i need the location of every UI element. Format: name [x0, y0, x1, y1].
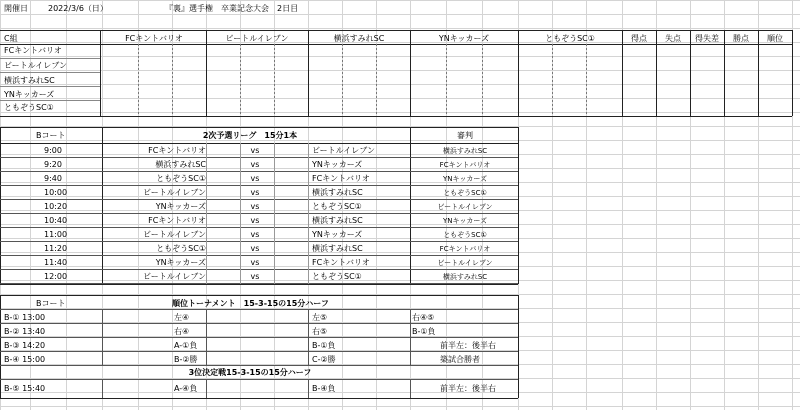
match-referee: ビートルイレブン — [437, 259, 493, 267]
match-away-team: ともぞうSC① — [312, 272, 362, 281]
match-time: 9:20 — [44, 160, 62, 169]
group-label: C組 — [4, 34, 18, 43]
third-place-slot: B-⑤ — [4, 384, 20, 393]
third-place-away: B-④負 — [312, 384, 336, 393]
bracket-time: 14:20 — [22, 341, 46, 350]
stat-header-points-against: 失点 — [665, 34, 681, 43]
bracket-slot-time — [4, 326, 45, 338]
match-vs: vs — [250, 146, 260, 155]
tournament-title: 『裏』選手権 卒業記念大会 2日目 — [165, 4, 299, 13]
schedule-title: 2次予選リーグ 15分1本 — [202, 131, 298, 140]
row-team-1: FCキントバリオ — [4, 46, 62, 55]
match-away-team: FCキントバリオ — [312, 258, 370, 267]
third-place-time: 15:40 — [22, 384, 46, 393]
bracket-referee: B-①負 — [412, 327, 436, 336]
bracket-home: B-②勝 — [174, 355, 198, 364]
bracket-referee: 前半左：後半右 — [440, 341, 496, 350]
bracket-away: B-①負 — [312, 341, 336, 350]
match-referee: 横浜すみれSC — [442, 273, 488, 281]
match-referee: ともぞうSC① — [443, 189, 487, 197]
bracket-slot: B-① — [4, 313, 20, 322]
bracket-referee: 築試合勝者 — [440, 355, 480, 364]
tournament-court: Bコート — [36, 299, 66, 308]
bracket-slot: B-④ — [4, 355, 20, 364]
match-vs: vs — [250, 230, 260, 239]
row-team-2: ビートルイレブン — [4, 61, 67, 70]
stat-header-standing-points: 勝点 — [733, 34, 749, 43]
bracket-away: 左⑤ — [312, 313, 328, 322]
match-home-team: ともぞうSC① — [156, 244, 206, 253]
match-home-team: ビートルイレブン — [143, 272, 206, 281]
bracket-away: 右⑤ — [312, 327, 328, 336]
match-time: 11:00 — [44, 230, 68, 239]
match-referee: YNキッカーズ — [442, 217, 488, 225]
match-referee: FCキントバリオ — [439, 245, 491, 253]
bracket-home: 左④ — [174, 313, 190, 322]
match-home-team: FCキントバリオ — [148, 146, 206, 155]
bracket-slot-time — [4, 340, 45, 352]
match-time: 9:00 — [44, 146, 62, 155]
match-away-team: YNキッカーズ — [312, 230, 363, 239]
bracket-slot-time — [4, 312, 45, 324]
col-team-5: ともぞうSC① — [545, 34, 595, 43]
match-home-team: FCキントバリオ — [148, 216, 206, 225]
match-referee: 横浜すみれSC — [442, 147, 488, 155]
row-team-5: ともぞうSC① — [4, 103, 54, 112]
third-place-slot-time — [4, 383, 45, 395]
col-team-2: ビートルイレブン — [225, 34, 289, 43]
match-home-team: ビートルイレブン — [143, 230, 206, 239]
third-place-home: A-④負 — [174, 384, 198, 393]
match-referee: ビートルイレブン — [437, 203, 493, 211]
referee-header: 審判 — [457, 131, 473, 140]
match-time: 11:40 — [44, 258, 68, 267]
match-time: 10:40 — [44, 216, 68, 225]
match-vs: vs — [250, 216, 260, 225]
bracket-home: 右④ — [174, 327, 190, 336]
bracket-referee: 右④⑤ — [412, 313, 435, 322]
bracket-time: 13:40 — [22, 327, 46, 336]
bracket-away: C-②勝 — [312, 355, 336, 364]
third-place-title: 3位決定戦15-3-15の15分ハーフ — [188, 368, 312, 377]
match-away-team: YNキッカーズ — [312, 160, 363, 169]
stat-header-goal-diff: 得失差 — [695, 34, 719, 43]
stat-header-rank: 順位 — [767, 34, 783, 43]
match-vs: vs — [250, 244, 260, 253]
bracket-slot-time — [4, 354, 45, 366]
col-team-4: YNキッカーズ — [438, 34, 490, 43]
match-home-team: ビートルイレブン — [143, 188, 206, 197]
match-referee: YNキッカーズ — [442, 175, 488, 183]
match-time: 9:40 — [44, 174, 62, 183]
match-vs: vs — [250, 188, 260, 197]
date-value: 2022/3/6（日） — [48, 4, 108, 13]
match-vs: vs — [250, 272, 260, 281]
match-away-team: ビートルイレブン — [312, 146, 375, 155]
third-place-referee: 前半左：後半右 — [440, 384, 496, 393]
row-team-4: YNキッカーズ — [4, 90, 55, 99]
bracket-slot: B-② — [4, 327, 20, 336]
match-away-team: 横浜すみれSC — [312, 188, 363, 197]
col-team-1: FCキントバリオ — [125, 34, 183, 43]
row-team-3: 横浜すみれSC — [4, 76, 55, 85]
stat-header-points-for: 得点 — [631, 34, 647, 43]
match-vs: vs — [250, 202, 260, 211]
match-referee: ともぞうSC① — [443, 231, 487, 239]
schedule-court: Bコート — [36, 131, 66, 140]
match-vs: vs — [250, 174, 260, 183]
date-label: 開催日 — [4, 4, 28, 13]
match-away-team: 横浜すみれSC — [312, 244, 363, 253]
match-vs: vs — [250, 258, 260, 267]
match-home-team: YNキッカーズ — [155, 258, 206, 267]
match-home-team: YNキッカーズ — [155, 202, 206, 211]
match-time: 11:20 — [44, 244, 68, 253]
match-time: 12:00 — [44, 272, 68, 281]
match-time: 10:20 — [44, 202, 68, 211]
bracket-time: 13:00 — [22, 313, 46, 322]
bracket-slot: B-③ — [4, 341, 20, 350]
match-away-team: ともぞうSC① — [312, 202, 362, 211]
match-home-team: 横浜すみれSC — [155, 160, 206, 169]
col-team-3: 横浜すみれSC — [333, 34, 385, 43]
bracket-home: A-①負 — [174, 341, 198, 350]
bracket-time: 15:00 — [22, 355, 46, 364]
tournament-title-row: 順位トーナメント 15-3-15の15分ハーフ — [172, 299, 329, 308]
match-home-team: ともぞうSC① — [156, 174, 206, 183]
match-time: 10:00 — [44, 188, 68, 197]
match-referee: FCキントバリオ — [439, 161, 491, 169]
match-vs: vs — [250, 160, 260, 169]
match-away-team: FCキントバリオ — [312, 174, 370, 183]
match-away-team: 横浜すみれSC — [312, 216, 363, 225]
